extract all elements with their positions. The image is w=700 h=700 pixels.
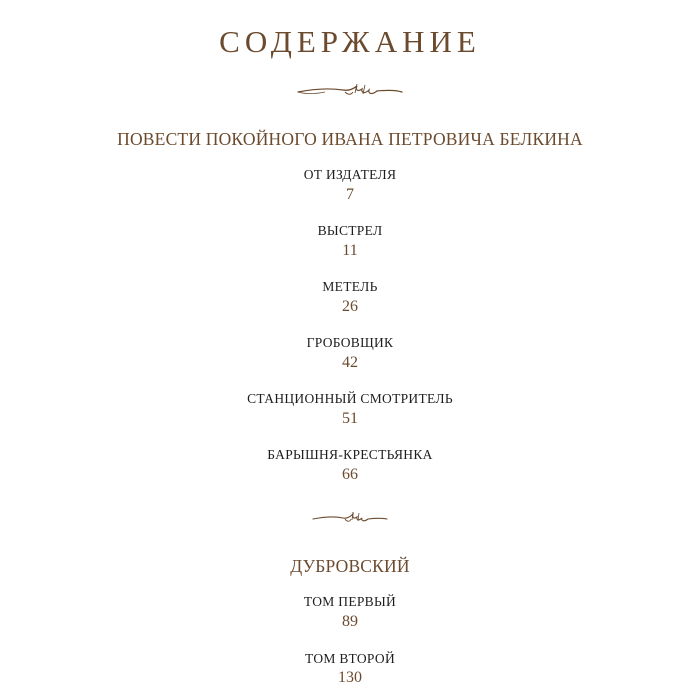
entry-page-number: 42 xyxy=(342,354,358,371)
page-title: СОДЕРЖАНИЕ xyxy=(219,24,481,59)
flourish-ornament-icon xyxy=(0,80,700,102)
entry-page-number: 26 xyxy=(342,298,358,315)
entry-title: ТОМ ВТОРОЙ xyxy=(304,651,395,666)
entry-title: ГРОБОВЩИК xyxy=(306,335,394,350)
section-heading-belkin: ПОВЕСТИ ПОКОЙНОГО ИВАНА ПЕТРОВИЧА БЕЛКИНА xyxy=(117,129,583,149)
entry-title: БАРЫШНЯ-КРЕСТЬЯНКА xyxy=(267,447,433,462)
entry-title: ТОМ ПЕРВЫЙ xyxy=(303,594,397,609)
flourish-ornament-icon xyxy=(0,508,700,528)
entry-page-number: 7 xyxy=(346,186,354,203)
entry-page-number: 51 xyxy=(342,410,358,427)
entry-page-number: 11 xyxy=(342,242,358,259)
entry-page-number: 130 xyxy=(338,669,362,686)
entry-title: МЕТЕЛЬ xyxy=(322,279,378,294)
entry-page-number: 66 xyxy=(342,466,358,483)
entry-title: ВЫСТРЕЛ xyxy=(317,223,383,238)
entry-page-number: 89 xyxy=(342,613,358,630)
section-heading-dubrovsky: ДУБРОВСКИЙ xyxy=(290,556,410,576)
entry-title: СТАНЦИОННЫЙ СМОТРИТЕЛЬ xyxy=(247,391,453,406)
entry-title: ОТ ИЗДАТЕЛЯ xyxy=(303,167,397,182)
